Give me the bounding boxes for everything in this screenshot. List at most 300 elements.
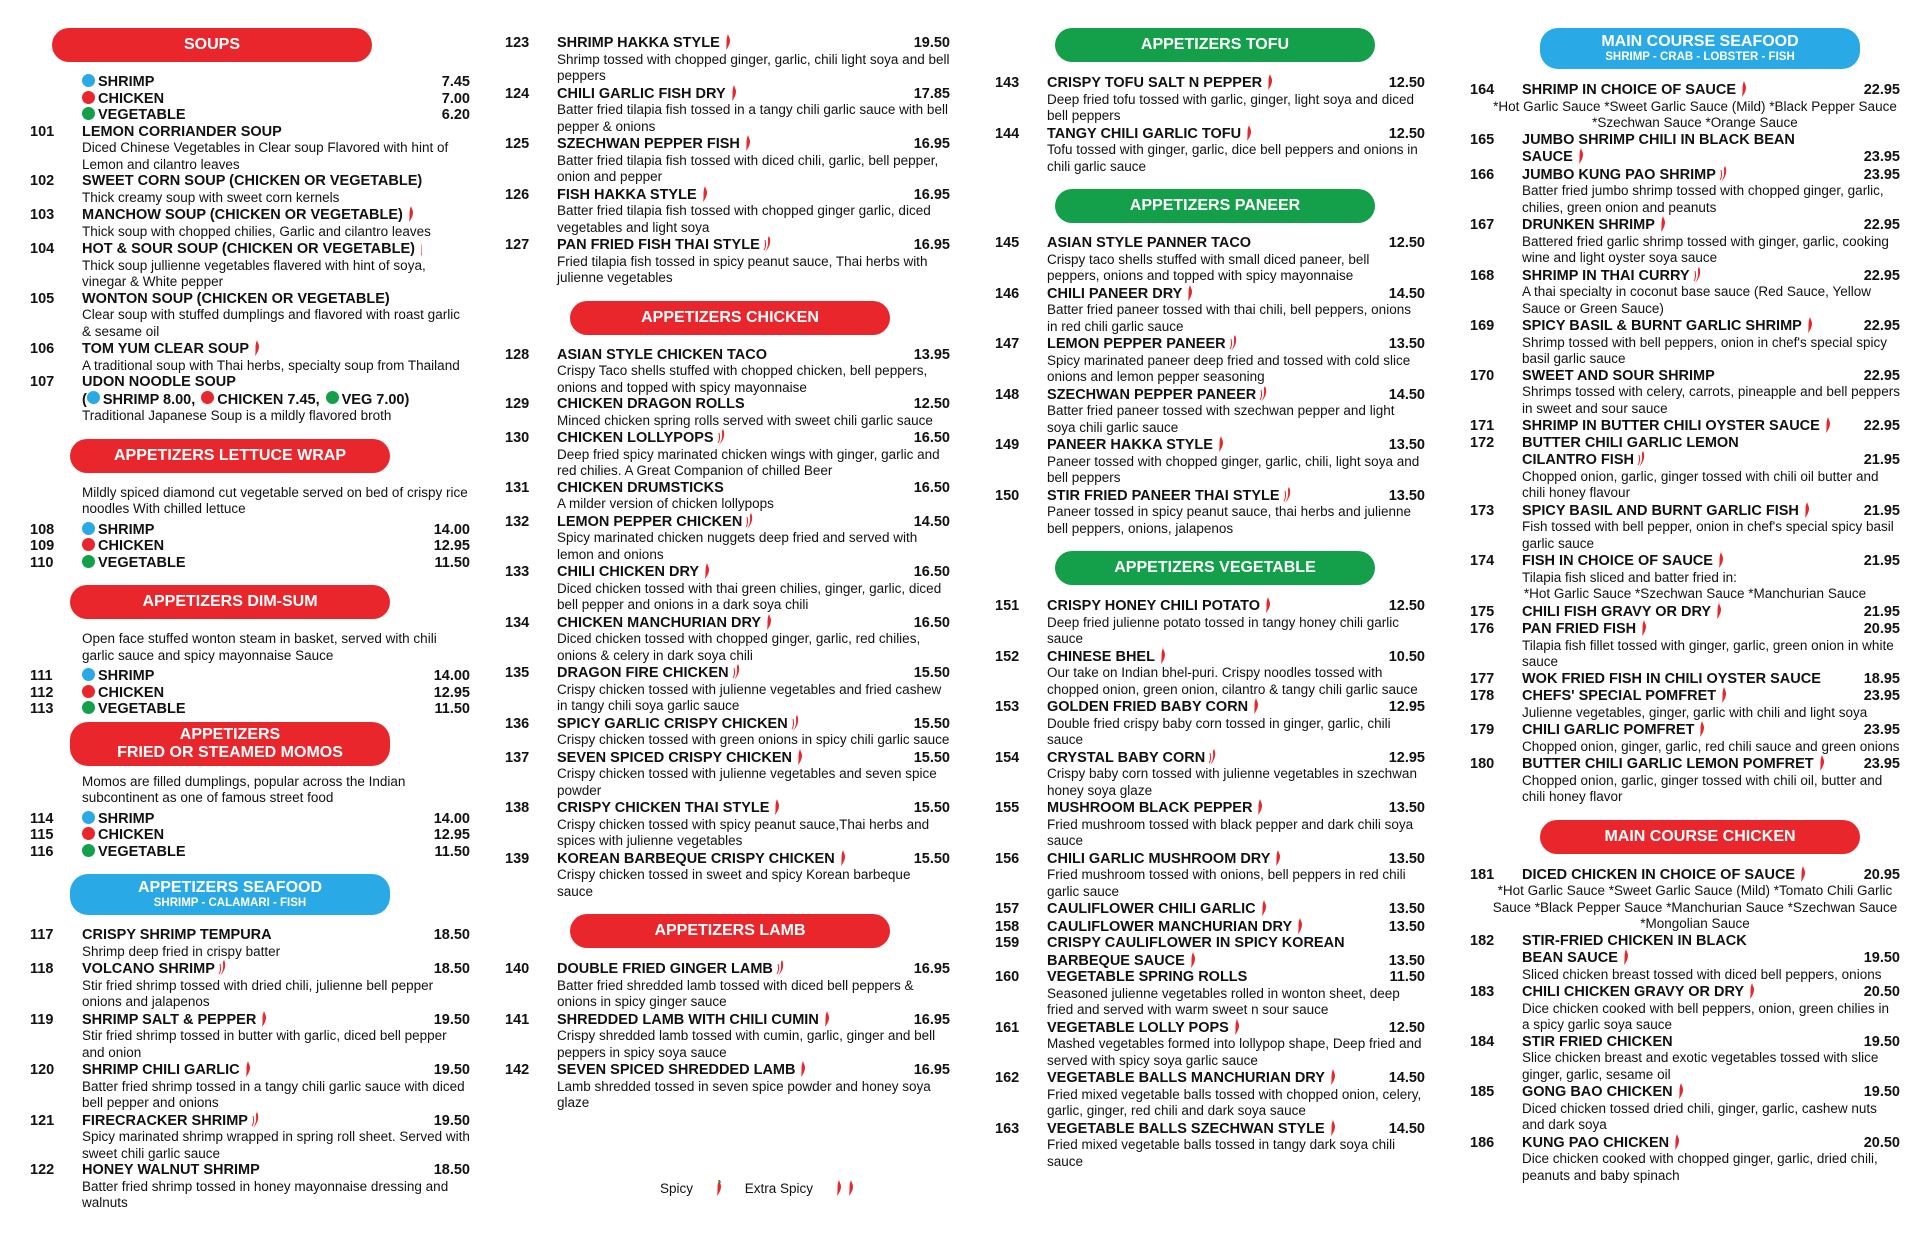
item-name <box>1522 1083 1852 1101</box>
variant-name <box>82 685 422 702</box>
menu-item <box>1470 502 1900 553</box>
item-number: 150 <box>995 487 1020 504</box>
menu-item-row <box>505 396 950 413</box>
menu-item-row <box>995 335 1425 353</box>
item-name <box>1047 335 1377 353</box>
variant-name <box>82 107 422 124</box>
item-price: 19.50 <box>1863 1033 1900 1050</box>
item-description: Thick soup with chopped chilies, Garlic and cilantro leaves <box>82 223 431 239</box>
main-seafood-banner-subtitle: SHRIMP - CRAB - LOBSTER - FISH <box>1605 51 1795 63</box>
menu-item <box>30 124 470 174</box>
item-price: 16.95 <box>913 1062 950 1078</box>
item-price: 12.95 <box>1388 699 1425 715</box>
extra-spicy-chili-icon <box>1719 166 1728 182</box>
blue-dot-icon <box>82 668 95 681</box>
item-number: 156 <box>995 850 1020 867</box>
item-price: 12.50 <box>1388 1019 1425 1036</box>
extra-spicy-chili-icon <box>776 960 785 976</box>
menu-item-row <box>505 715 950 733</box>
item-name-text: FISH IN CHOICE OF SAUCE <box>1522 553 1713 569</box>
item-name <box>1047 918 1377 936</box>
column-3 <box>995 24 1425 1170</box>
item-name-text: SPICY GARLIC CRISPY CHICKEN <box>557 715 788 732</box>
item-price: 12.50 <box>913 396 950 412</box>
chili-icon <box>1328 1120 1337 1136</box>
menu-item-row <box>995 125 1425 143</box>
item-description: Diced Chinese Vegetables in Clear soup Flavored with hint of Lemon and cilantro leaves <box>82 140 449 172</box>
item-description: Slice chicken breast and exotic vegetables tossed with slice ginger, garlic, sesame oil <box>1522 1050 1879 1082</box>
menu-item <box>30 291 470 341</box>
variant-name <box>82 701 422 718</box>
item-price: 10.50 <box>1388 648 1425 665</box>
udon-description: Traditional Japanese Soup is a mildly flavored broth <box>82 408 392 423</box>
menu-item-row <box>995 850 1425 868</box>
menu-item <box>1470 317 1900 368</box>
item-price: 22.95 <box>1863 82 1900 98</box>
menu-item-row <box>995 935 1425 952</box>
item-name <box>557 347 902 364</box>
chili-icon <box>1823 417 1832 433</box>
item-name-text: VEGETABLE SPRING ROLLS <box>1047 969 1248 985</box>
chili-icon <box>1295 918 1304 934</box>
item-description: Thick soup jullienne vegetables flavered with hint of soya, vinegar & White pepper <box>82 257 426 289</box>
menu-item-row <box>1470 687 1900 705</box>
menu-item <box>1470 933 1900 950</box>
menu-item <box>995 952 1425 970</box>
lettuce-banner <box>70 439 390 473</box>
extra-spicy-chili-icon <box>1283 487 1292 503</box>
item-name-text: CRISPY CHICKEN THAI STYLE <box>557 800 770 816</box>
menu-item <box>505 236 950 287</box>
item-name-text: TOM YUM CLEAR SOUP <box>82 341 250 357</box>
item-number: 178 <box>1470 688 1495 704</box>
item-description: Diced chicken tossed dried chili, ginger, garlic, cashew nuts and dark soya <box>1522 1100 1877 1132</box>
item-number: 177 <box>1470 670 1495 687</box>
item-price: 22.95 <box>1863 318 1900 334</box>
item-price: 12.50 <box>1388 235 1425 251</box>
red-dot-icon <box>82 827 95 840</box>
chili-icon <box>1621 949 1630 965</box>
item-description: Dice chicken cooked with bell peppers, onion, green chilies in a spicy garlic soya sauce <box>1522 1000 1889 1032</box>
menu-item <box>995 850 1425 901</box>
column-4 <box>1470 24 1900 1184</box>
item-name-text: BEAN SAUCE <box>1522 950 1618 966</box>
variant-row <box>30 827 470 844</box>
item-name-text: SHREDDED LAMB WITH CHILI CUMIN <box>557 1011 819 1028</box>
menu-item-row <box>1470 216 1900 234</box>
item-description: Shrimps tossed with celery, carrots, pineapple and bell peppers in sweet and sour sauce <box>1522 384 1900 416</box>
item-description: Double fried crispy baby corn tossed in ginger, garlic, chili sauce <box>1047 715 1391 747</box>
item-description: Tilapia fish fillet tossed with ginger, garlic, green onion in white sauce <box>1522 637 1894 669</box>
item-name <box>1047 386 1377 404</box>
item-name <box>82 927 422 944</box>
variant-name <box>82 522 422 539</box>
item-description: Stir fried shrimp tossed with dried chili, julienne bell pepper onions and jalapenos <box>82 977 434 1009</box>
menu-item-row <box>505 34 950 52</box>
item-number: 153 <box>995 699 1020 715</box>
item-price: 16.50 <box>913 614 950 631</box>
item-name <box>1522 671 1852 688</box>
item-name-text: CRISPY TOFU SALT N PEPPER <box>1047 75 1263 91</box>
extra-spicy-chili-icon <box>1693 267 1702 283</box>
item-description: Spicy marinated shrimp wrapped in spring roll sheet. Served with sweet chili garlic sauce <box>82 1129 470 1161</box>
item-number: 164 <box>1470 82 1495 98</box>
menu-item-row <box>505 480 950 497</box>
item-description: Batter fried paneer tossed with thai chili, bell peppers, onions in red chili garlic sauce <box>1047 302 1411 334</box>
menu-item <box>995 648 1425 699</box>
menu-item-row <box>1470 451 1900 469</box>
item-description: Paneer tossed with chopped ginger, garlic, chili, light soya and bell peppers <box>1047 453 1420 485</box>
item-name <box>1047 487 1377 505</box>
menu-item <box>995 698 1425 749</box>
item-name <box>557 960 902 978</box>
menu-item-row <box>995 698 1425 716</box>
item-description: Julienne vegetables, ginger, garlic with chili and light soya <box>1522 704 1868 720</box>
item-name <box>1047 900 1377 918</box>
chili-icon <box>702 563 711 579</box>
item-number: 132 <box>505 513 530 530</box>
item-price: 12.50 <box>1388 125 1425 142</box>
item-number: 126 <box>505 186 530 203</box>
item-description: Fish tossed with bell pepper, onion in chef's special spicy basil garlic sauce <box>1522 519 1894 551</box>
item-name-text: CRISPY HONEY CHILI POTATO <box>1047 598 1260 614</box>
variant-name-text: CHICKEN <box>98 90 165 107</box>
variant-name <box>82 827 422 844</box>
item-name-text: CRISPY CAULIFLOWER IN SPICY KOREAN <box>1047 935 1345 951</box>
udon-open: ( <box>82 391 87 408</box>
extra-spicy-chili-icon <box>791 715 800 731</box>
item-number: 154 <box>995 749 1020 766</box>
item-number: 172 <box>1470 434 1495 451</box>
menu-item-row <box>505 513 950 531</box>
item-number: 135 <box>505 665 530 681</box>
item-name <box>82 1011 422 1029</box>
chili-icon <box>1747 983 1756 999</box>
variant-price: 12.95 <box>433 827 470 843</box>
item-price: 18.50 <box>433 961 470 977</box>
variant-price: 7.45 <box>441 74 470 90</box>
menu-item <box>1470 586 1900 603</box>
item-number: 131 <box>505 479 530 496</box>
item-name-text: BUTTER CHILI GARLIC LEMON POMFRET <box>1522 756 1814 772</box>
chili-icon <box>1798 866 1807 882</box>
item-name <box>1047 698 1377 716</box>
item-description: Diced chicken tossed with chopped ginger, garlic, red chilies, onions & celery in dark soya chili <box>557 631 921 663</box>
item-price: 22.95 <box>1863 418 1900 434</box>
item-number: 102 <box>30 173 55 189</box>
item-price: 13.50 <box>1388 901 1425 917</box>
item-name-text: CHILI CHICKEN GRAVY OR DRY <box>1522 984 1745 1000</box>
menu-item <box>505 614 950 665</box>
item-name <box>1522 216 1852 234</box>
chili-icon <box>1158 648 1167 664</box>
menu-item-row <box>995 1120 1425 1138</box>
item-price: 20.50 <box>1863 984 1900 1000</box>
menu-item-row <box>1470 671 1900 688</box>
item-name-text: KOREAN BARBEQUE CRISPY CHICKEN <box>557 850 835 867</box>
item-description: A traditional soup with Thai herbs, specialty soup from Thailand <box>82 357 460 373</box>
spacer <box>505 287 950 297</box>
item-description: Clear soup with stuffed dumplings and flavored with roast garlic & sesame oil <box>82 307 460 339</box>
item-name <box>557 563 902 581</box>
menu-item <box>1470 81 1900 132</box>
item-price: 23.95 <box>1863 166 1900 183</box>
menu-item-row <box>1470 866 1900 884</box>
item-description: Diced chicken tossed with thai green chilies, ginger, garlic, diced bell pepper and onions in a dark soya chili <box>557 580 942 612</box>
menu-item <box>505 1061 950 1112</box>
menu-item-row <box>30 240 470 258</box>
item-number: 162 <box>995 1070 1020 1086</box>
menu-item-row <box>30 374 470 391</box>
item-number: 166 <box>1470 166 1495 183</box>
extra-spicy-chili-icon <box>1229 335 1238 351</box>
green-dot-icon <box>82 555 95 568</box>
blue-dot-icon <box>87 391 100 404</box>
item-number: 139 <box>505 850 530 867</box>
extra-spicy-chili-icon <box>763 236 772 252</box>
item-price: 21.95 <box>1863 603 1900 620</box>
item-description: Crispy chicken tossed with spicy peanut sauce,Thai herbs and spices with julienne vegetables <box>557 816 930 848</box>
item-price: 20.50 <box>1863 1134 1900 1151</box>
menu-item <box>505 186 950 237</box>
spice-legend <box>660 1180 873 1196</box>
main-chicken-banner <box>1540 820 1860 854</box>
item-name-text: CHEFS' SPECIAL POMFRET <box>1522 688 1717 704</box>
item-name-text: PAN FRIED FISH <box>1522 621 1637 637</box>
item-name <box>1522 368 1852 385</box>
menu-item <box>30 340 470 374</box>
item-name <box>1522 620 1852 638</box>
item-name-text: STIR FRIED CHICKEN <box>1522 1033 1673 1050</box>
item-number: 143 <box>995 75 1020 91</box>
menu-item-row <box>30 1011 470 1029</box>
menu-item <box>995 969 1425 1019</box>
spacer <box>1470 806 1900 816</box>
item-name-text: GOLDEN FRIED BABY CORN <box>1047 699 1249 715</box>
menu-item-row <box>995 918 1425 936</box>
item-price: 15.50 <box>913 665 950 681</box>
menu-item <box>995 1120 1425 1171</box>
item-price: 12.50 <box>1388 598 1425 614</box>
item-name <box>1522 983 1852 1001</box>
lamb-banner <box>570 914 890 948</box>
item-name-text: GONG BAO CHICKEN <box>1522 1084 1673 1100</box>
variant-name <box>82 555 422 572</box>
item-price: 18.95 <box>1863 670 1900 687</box>
variant-row <box>30 91 470 108</box>
item-number: 180 <box>1470 756 1495 772</box>
item-price: 14.50 <box>1388 1070 1425 1086</box>
item-name <box>557 236 902 254</box>
item-name <box>1047 1120 1377 1138</box>
chili-icon <box>1805 317 1814 333</box>
section-intro: Momos are filled dumplings, popular across the Indian subcontinent as one of famous street food <box>82 773 406 805</box>
menu-item <box>995 749 1425 800</box>
column-2 <box>505 24 950 1112</box>
item-price: 13.95 <box>913 346 950 363</box>
item-price: 13.50 <box>1388 918 1425 935</box>
menu-item <box>30 927 470 960</box>
item-name <box>82 206 422 224</box>
item-number: 170 <box>1470 367 1495 384</box>
item-price: 19.50 <box>1863 1084 1900 1100</box>
menu-item <box>505 799 950 850</box>
item-number: 128 <box>505 346 530 363</box>
item-price: 23.95 <box>1863 756 1900 772</box>
seafood-appetizer-banner <box>70 874 390 915</box>
menu-item-row <box>505 799 950 817</box>
menu-item <box>505 34 950 85</box>
menu-item-row <box>1470 132 1900 149</box>
item-price: 12.95 <box>1388 749 1425 766</box>
chili-icon <box>1639 620 1648 636</box>
item-name-text: CHICKEN DRUMSTICKS <box>557 479 724 496</box>
chili-icon <box>714 1180 723 1196</box>
item-name-text: CAULIFLOWER MANCHURIAN DRY <box>1047 918 1293 935</box>
item-price: 15.50 <box>913 715 950 732</box>
item-price: 20.95 <box>1863 621 1900 637</box>
item-description: Mashed vegetables formed into lollypop shape, Deep fried and served with spicy soya garlic sauce <box>1047 1036 1422 1068</box>
menu-item <box>1470 451 1900 502</box>
menu-item-row <box>995 386 1425 404</box>
section-intro: Open face stuffed wonton steam in basket, served with chili garlic sauce and spicy mayonnaise Sauce <box>82 631 437 663</box>
item-number: 116 <box>30 843 54 860</box>
menu-item <box>1470 620 1900 671</box>
item-number: 105 <box>30 290 55 307</box>
seafood-appetizer-banner-title: APPETIZERS SEAFOOD <box>137 879 323 896</box>
item-name-text: SPICY BASIL AND BURNT GARLIC FISH <box>1522 502 1799 519</box>
spacer <box>505 24 950 34</box>
item-name-text: CHILI GARLIC FISH DRY <box>557 85 726 102</box>
menu-item-row <box>995 969 1425 986</box>
item-number: 167 <box>1470 217 1495 233</box>
menu-item <box>505 960 950 1011</box>
menu-item <box>30 173 470 206</box>
item-name-text: DRUNKEN SHRIMP <box>1522 217 1655 233</box>
item-number: 101 <box>30 123 55 140</box>
vegetable-banner <box>1055 551 1375 585</box>
item-price: 19.50 <box>433 1112 470 1129</box>
menu-item <box>995 487 1425 538</box>
item-description: *Hot Garlic Sauce *Sweet Garlic Sauce (Mild) *Black Pepper Sauce *Szechwan Sauce *Orange Sauce <box>1493 98 1897 130</box>
udon-variants <box>82 391 470 409</box>
item-name-text: LEMON PEPPER CHICKEN <box>557 513 743 530</box>
momos-title-line2: FRIED OR STEAMED MOMOS <box>117 743 343 761</box>
variant-price: 14.00 <box>433 668 470 684</box>
item-name-text: SWEET AND SOUR SHRIMP <box>1522 367 1715 384</box>
dimsum-banner <box>70 585 390 619</box>
item-name <box>82 374 422 391</box>
item-number: 145 <box>995 235 1020 251</box>
menu-item <box>995 235 1425 285</box>
menu-item <box>30 1162 470 1212</box>
item-name <box>557 85 902 103</box>
item-description: A thai specialty in coconut base sauce (Red Sauce, Yellow Sauce or Green Sauce) <box>1522 284 1871 316</box>
item-price: 18.50 <box>433 1162 470 1178</box>
variant-row <box>30 74 470 91</box>
tofu-banner <box>1055 28 1375 62</box>
item-number: 124 <box>505 85 530 102</box>
item-number: 103 <box>30 207 55 223</box>
menu-item-row <box>995 487 1425 505</box>
variant-name <box>82 74 422 91</box>
item-number: 118 <box>30 961 54 977</box>
blue-dot-icon <box>82 74 95 87</box>
item-price: 13.50 <box>1388 952 1425 969</box>
menu-item-row <box>505 749 950 767</box>
item-name-text: PAN FRIED FISH THAI STYLE <box>557 237 760 253</box>
menu-item-row <box>505 614 950 632</box>
item-price: 22.95 <box>1863 267 1900 284</box>
extra-spicy-chili-icon <box>1259 386 1268 402</box>
item-name <box>1047 969 1377 986</box>
item-number: 186 <box>1470 1134 1495 1151</box>
item-price: 13.50 <box>1388 800 1425 816</box>
chili-icon <box>243 1061 252 1077</box>
item-description: Chopped onion, garlic, ginger tossed with chili oil butter and chili honey flavour <box>1522 468 1879 500</box>
vegetable-banner-title: APPETIZERS VEGETABLE <box>1114 559 1316 576</box>
item-price: 21.95 <box>1863 553 1900 569</box>
item-name <box>1522 552 1852 570</box>
menu-item-row <box>1470 983 1900 1001</box>
item-name-text: CRISPY SHRIMP TEMPURA <box>82 927 272 943</box>
item-name-text: CHILI PANEER DRY <box>1047 285 1183 302</box>
chili-icon <box>1216 436 1225 452</box>
menu-item <box>1470 148 1900 166</box>
item-description: Spicy marinated chicken nuggets deep fried and served with lemon and onions <box>557 530 918 562</box>
item-description: Batter fried paneer tossed with szechwan pepper and light soya chili garlic sauce <box>1047 403 1395 435</box>
item-price: 19.50 <box>433 1011 470 1028</box>
item-number: 160 <box>995 969 1020 985</box>
item-description: Sliced chicken breast tossed with diced bell peppers, onions <box>1522 966 1882 982</box>
item-name <box>557 480 902 497</box>
item-number: 112 <box>30 684 54 701</box>
menu-item-row <box>1470 603 1900 621</box>
item-description: Lamb shredded tossed in seven spice powder and honey soya glaze <box>557 1078 931 1110</box>
item-number: 130 <box>505 430 530 446</box>
main-seafood-banner-title: MAIN COURSE SEAFOOD <box>1601 33 1799 50</box>
menu-item-row <box>505 1061 950 1079</box>
item-name-text: SHRIMP CHILI GARLIC <box>82 1062 240 1078</box>
green-dot-icon <box>82 107 95 120</box>
menu-item <box>30 240 470 291</box>
spacer <box>995 175 1425 185</box>
chili-icon <box>1802 502 1811 518</box>
item-description: Chopped onion, garlic, ginger tossed with chili oil, butter and chili honey flavor <box>1522 772 1883 804</box>
menu-item <box>505 664 950 715</box>
menu-item-row <box>1470 755 1900 773</box>
menu-item-row <box>1470 620 1900 638</box>
item-number: 159 <box>995 935 1020 951</box>
item-number: 141 <box>505 1011 530 1028</box>
item-number: 125 <box>505 136 530 152</box>
menu-item-row <box>995 1069 1425 1087</box>
item-name <box>1522 267 1852 285</box>
item-name <box>82 1061 422 1079</box>
variant-price: 7.00 <box>441 90 470 107</box>
item-name-text: ASIAN STYLE CHICKEN TACO <box>557 346 767 363</box>
item-name <box>82 340 422 358</box>
item-name-text: LEMON CORRIANDER SOUP <box>82 123 282 140</box>
item-number: 110 <box>30 554 54 571</box>
menu-item <box>505 347 950 397</box>
item-description: Tofu tossed with ginger, garlic, dice bell peppers and onions in chili garlic sauce <box>1047 142 1418 174</box>
item-description: Fried mushroom tossed with black pepper and dark chili soya sauce <box>1047 816 1414 848</box>
item-name <box>1047 285 1377 303</box>
item-name <box>1047 125 1377 143</box>
item-name-text: CILANTRO FISH <box>1522 452 1634 468</box>
item-name-text: FISH HAKKA STYLE <box>557 186 697 203</box>
